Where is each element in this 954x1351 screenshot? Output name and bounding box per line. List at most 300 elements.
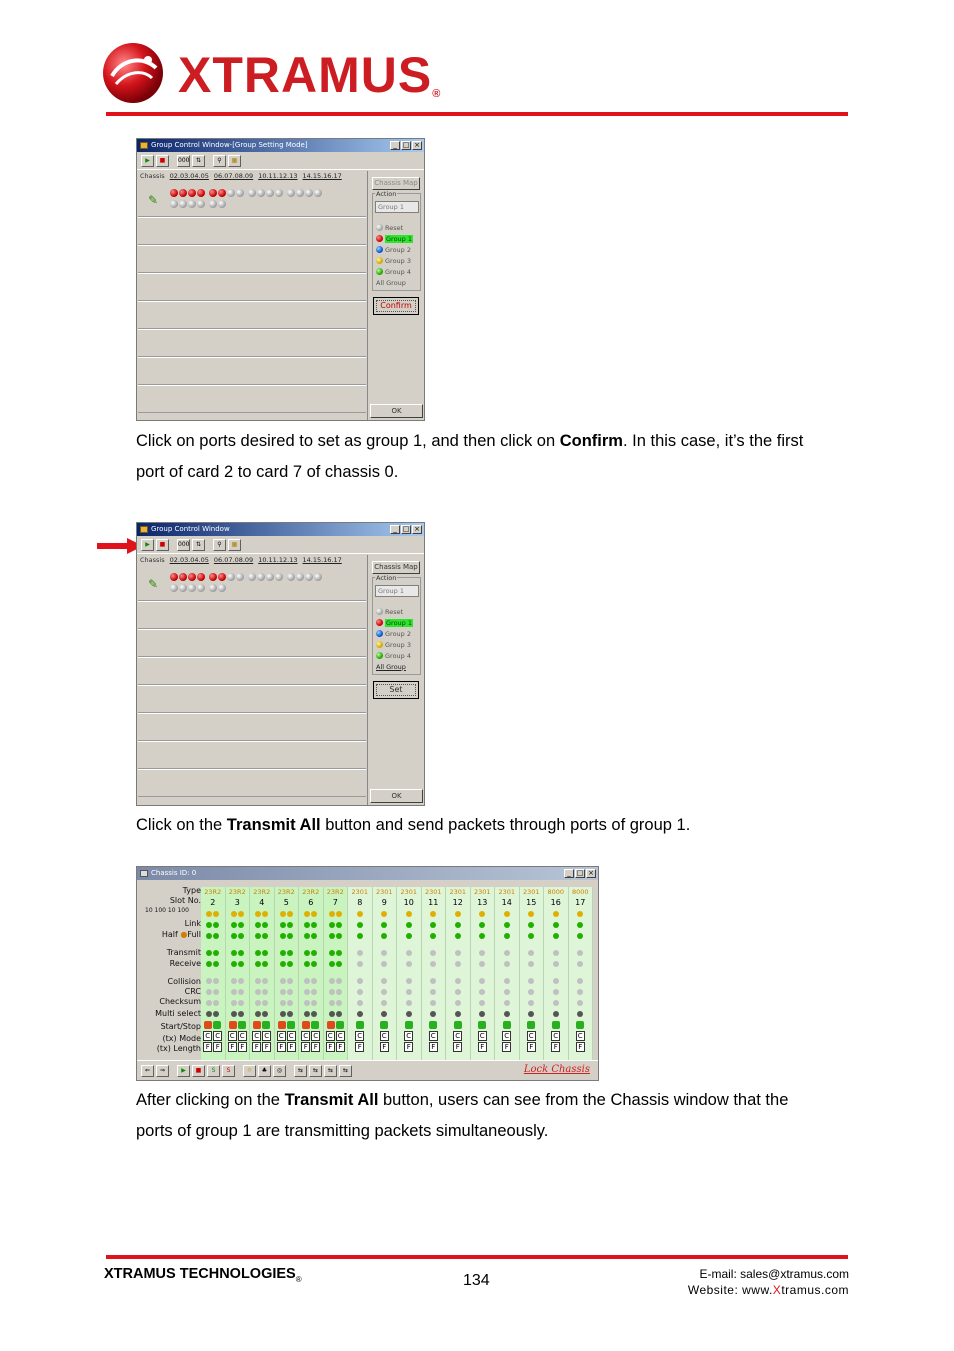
port-button[interactable] [188,189,196,197]
header-rule [106,112,848,116]
chassis-map-button[interactable]: Chassis Map [372,561,420,574]
speed-leds [553,908,559,919]
status-led [357,978,363,984]
capture-icon[interactable]: ▦ [228,155,241,167]
ok-button[interactable]: OK [370,404,423,418]
tx-mode-boxes [228,1030,247,1041]
tx-mode-boxes [380,1030,389,1041]
transmit-leds [479,947,485,958]
tx-mode-boxes [277,1030,296,1041]
set-button[interactable]: Set [373,681,419,699]
settings-icon[interactable]: ⇅ [192,539,205,551]
status-led [528,1000,534,1006]
forward-icon[interactable]: ⇒ [156,1065,169,1077]
start-stop-buttons [454,1019,462,1030]
edit-pencil-icon[interactable]: ✎ [148,577,159,591]
checksum-leds [504,997,510,1008]
counter-button[interactable]: 000 [177,155,190,167]
start-stop-button[interactable] [278,1021,286,1029]
status-led [577,978,583,984]
port-button[interactable] [296,573,304,581]
status-led [406,911,412,917]
chassis-ip-link[interactable]: 06.07.08.09 [213,556,254,564]
tx-length-box[interactable]: F [262,1042,271,1052]
group-option-2[interactable]: Group 2 [376,244,413,255]
lock-chassis-link[interactable]: Lock Chassis [523,1064,590,1075]
link-leds [553,919,559,930]
statistics-icon[interactable]: S [222,1065,235,1077]
start-stop-button[interactable] [429,1021,437,1029]
action-groupbox: Action Group 1 Reset Group 1 Group 2 Group 3 Group 4 All Group [372,193,421,291]
chassis-ip-link[interactable]: 10.11.12.13 [258,172,298,180]
tx-mode-box[interactable]: C [380,1031,389,1041]
chassis-ip-link[interactable]: 02.03.04.05 [169,556,209,564]
port-button[interactable] [287,573,295,581]
tx-mode-box[interactable]: C [326,1031,335,1041]
status-led [479,978,485,984]
tx-mode-box[interactable]: C [277,1031,286,1041]
tx-length-box[interactable]: F [228,1042,237,1052]
tx-length-box[interactable]: F [576,1042,585,1052]
chassis-ip-row: Chassis 02.03.04.05 06.07.08.09 10.11.12.13 14.15.16.17 [140,556,342,564]
status-led [479,1000,485,1006]
slot-number-label: 8 [357,898,363,907]
app-icon [140,870,148,877]
tx-length-box[interactable]: F [380,1042,389,1052]
collision-leds [406,975,412,986]
chassis-map-button[interactable]: Chassis Map [372,177,420,190]
config-icon[interactable]: ◎ [273,1065,286,1077]
status-led [238,978,244,984]
group-option-3[interactable]: Group 3 [376,255,413,266]
start-stop-button[interactable] [478,1021,486,1029]
port-button[interactable] [179,189,187,197]
back-icon[interactable]: ⇐ [141,1065,154,1077]
stop-all-button[interactable]: ■ [192,1065,205,1077]
tx-mode-box[interactable]: C [336,1031,345,1041]
transmit-label: Transmit [166,948,201,957]
slot-type-label: 23R2 [277,888,295,896]
duplex-leds [528,930,534,941]
status-led [381,1011,387,1017]
status-led [329,933,335,939]
port-button[interactable] [266,189,274,197]
start-stop-buttons [576,1019,584,1030]
maximize-button[interactable]: □ [402,141,410,149]
receive-leds [479,958,485,969]
light-icon[interactable]: ☼ [243,1065,256,1077]
status-led [213,911,219,917]
transmit-all-button[interactable]: ▶ [141,539,154,551]
tx-mode-box[interactable]: C [527,1031,536,1041]
status-led [455,933,461,939]
port-button[interactable] [227,573,235,581]
tx-length-box[interactable]: F [336,1042,345,1052]
status-led [357,933,363,939]
status-led [553,961,559,967]
status-led [329,978,335,984]
tx-mode-box[interactable]: C [203,1031,212,1041]
status-led [231,922,237,928]
port-button[interactable] [197,189,205,197]
start-stop-button[interactable] [380,1021,388,1029]
settings-icon[interactable]: ⇅ [192,155,205,167]
speed-leds [329,908,342,919]
port-button[interactable] [236,573,244,581]
port-button[interactable] [275,573,283,581]
users-icon[interactable]: ♣ [258,1065,271,1077]
multi-select-leds [280,1008,293,1019]
link-leds [381,919,387,930]
empty-slot [138,657,366,685]
collision-leds [206,975,219,986]
tx-length-box[interactable]: F [277,1042,286,1052]
link-leds [329,919,342,930]
port-button[interactable] [188,573,196,581]
tx-mode-box[interactable]: C [213,1031,222,1041]
receive-leds [231,958,244,969]
status-led [553,911,559,917]
status-led [280,922,286,928]
receive-leds [553,958,559,969]
tx-mode-box[interactable]: C [502,1031,511,1041]
transmit-leds [381,947,387,958]
status-led [553,989,559,995]
network-icon[interactable]: ⇆ [324,1065,337,1077]
minimize-button[interactable]: _ [564,869,574,878]
status-led [231,961,237,967]
network-icon[interactable]: ⇆ [339,1065,352,1077]
port-button[interactable] [179,573,187,581]
group-option-reset[interactable]: Reset [376,606,413,617]
tx-length-box[interactable]: F [551,1042,560,1052]
tx-length-box[interactable]: F [311,1042,320,1052]
tx-mode-box[interactable]: C [238,1031,247,1041]
port-button[interactable] [197,573,205,581]
tx-length-box[interactable]: F [287,1042,296,1052]
chassis-ip-link[interactable]: 06.07.08.09 [213,172,254,180]
start-stop-button[interactable] [287,1021,295,1029]
start-stop-button[interactable] [262,1021,270,1029]
port-button[interactable] [305,189,313,197]
link-leds [304,919,317,930]
status-led [329,922,335,928]
tx-length-boxes [502,1041,511,1052]
empty-slot [138,217,366,245]
tx-mode-box[interactable]: C [478,1031,487,1041]
status-led [238,961,244,967]
status-led [430,978,436,984]
status-led [329,911,335,917]
status-led [304,911,310,917]
start-stop-button[interactable] [503,1021,511,1029]
search-icon[interactable]: ⚲ [213,539,226,551]
search-icon[interactable]: ⚲ [213,155,226,167]
chassis-ip-link[interactable]: 14.15.16.17 [302,172,342,180]
stop-all-button[interactable]: ■ [156,539,169,551]
status-led [262,933,268,939]
tx-mode-box[interactable]: C [404,1031,413,1041]
port-button[interactable] [266,573,274,581]
chassis-slot-column [495,887,520,1061]
duplex-leds [553,930,559,941]
start-stop-button[interactable] [213,1021,221,1029]
status-led [381,933,387,939]
port-button[interactable] [218,573,226,581]
tx-mode-box[interactable]: C [576,1031,585,1041]
tx-mode-boxes [326,1030,345,1041]
network-icon[interactable]: ⇆ [309,1065,322,1077]
tx-length-boxes [380,1041,389,1052]
tx-mode-boxes [301,1030,320,1041]
maximize-button[interactable]: □ [576,869,584,877]
tx-mode-box[interactable]: C [252,1031,261,1041]
empty-slot [138,301,366,329]
receive-leds [206,958,219,969]
tx-length-box[interactable]: F [429,1042,438,1052]
tx-length-boxes [277,1041,296,1052]
start-stop-button[interactable] [576,1021,584,1029]
slot-type-label: 2301 [351,888,369,896]
start-stop-button[interactable] [253,1021,261,1029]
speed-leds [280,908,293,919]
empty-slot [138,329,366,357]
chassis-slot-column [397,887,422,1061]
crc-leds [504,986,510,997]
maximize-button[interactable]: □ [402,525,410,533]
status-led [406,978,412,984]
duplex-leds [504,930,510,941]
group-option-4[interactable]: Group 4 [376,266,413,277]
status-led [231,911,237,917]
status-led [213,961,219,967]
speed-leds [206,908,219,919]
crc-leds [577,986,583,997]
port-button[interactable] [305,573,313,581]
status-led [479,950,485,956]
tx-mode-box[interactable]: C [355,1031,364,1041]
tx-length-label: (tx) Length [156,1044,201,1053]
tx-length-box[interactable]: F [527,1042,536,1052]
crc-leds [455,986,461,997]
status-led [206,911,212,917]
group-select[interactable]: Group 1 [375,201,419,213]
tx-mode-box[interactable]: C [429,1031,438,1041]
footer-website: Website: www.Xtramus.com [687,1283,849,1297]
tx-length-box[interactable]: F [453,1042,462,1052]
group-select[interactable]: Group 1 [375,585,419,597]
receive-leds [430,958,436,969]
transmit-leds [577,947,583,958]
status-led [206,933,212,939]
port-button[interactable] [218,189,226,197]
tx-length-box[interactable]: F [478,1042,487,1052]
collision-leds [553,975,559,986]
status-led [381,978,387,984]
transmit-all-button[interactable]: ▶ [177,1065,190,1077]
empty-slot [138,741,366,769]
chassis-slot-column [471,887,496,1061]
port-button[interactable] [209,573,217,581]
port-button[interactable] [275,189,283,197]
tx-length-boxes [228,1041,247,1052]
port-button[interactable] [296,189,304,197]
close-button[interactable]: × [412,525,422,534]
status-led [430,933,436,939]
slot-list [138,183,366,419]
all-group-option[interactable]: All Group [376,662,406,671]
stop-all-button[interactable]: ■ [156,155,169,167]
status-led [231,933,237,939]
port-button[interactable] [227,189,235,197]
status-led [528,978,534,984]
step-icon[interactable]: S [207,1065,220,1077]
start-stop-button[interactable] [356,1021,364,1029]
collision-leds [357,975,363,986]
tx-length-box[interactable]: F [404,1042,413,1052]
tx-mode-box[interactable]: C [311,1031,320,1041]
slot-type-label: 8000 [571,888,589,896]
confirm-button[interactable]: Confirm [373,297,419,315]
minimize-button[interactable]: _ [390,141,400,150]
slot-type-label: 23R2 [326,888,344,896]
minimize-button[interactable]: _ [390,525,400,534]
start-stop-buttons [278,1019,295,1030]
tx-mode-box[interactable]: C [262,1031,271,1041]
status-led [430,950,436,956]
slot-type-label: 23R2 [228,888,246,896]
start-stop-button[interactable] [302,1021,310,1029]
chassis-ip-link[interactable]: 10.11.12.13 [258,556,298,564]
tx-mode-boxes [576,1030,585,1041]
chassis-ip-link[interactable]: 02.03.04.05 [169,172,209,180]
port-button[interactable] [170,573,178,581]
status-led [311,978,317,984]
status-led [304,989,310,995]
edit-pencil-icon[interactable]: ✎ [148,193,159,207]
speed-leds [406,908,412,919]
start-stop-button[interactable] [229,1021,237,1029]
tx-mode-box[interactable]: C [228,1031,237,1041]
empty-slot [138,385,366,413]
group-option-1[interactable]: Group 1 [376,617,413,628]
start-stop-button[interactable] [552,1021,560,1029]
close-button[interactable]: × [586,869,596,878]
transmit-leds [231,947,244,958]
page-number: 134 [463,1272,490,1289]
status-led [357,961,363,967]
start-stop-button[interactable] [527,1021,535,1029]
port-row [138,567,366,601]
checksum-leds [280,997,293,1008]
port-button[interactable] [314,573,322,581]
tx-length-box[interactable]: F [203,1042,212,1052]
capture-icon[interactable]: ▦ [228,539,241,551]
start-stop-button[interactable] [311,1021,319,1029]
tx-length-box[interactable]: F [502,1042,511,1052]
transmit-leds [406,947,412,958]
start-stop-button[interactable] [454,1021,462,1029]
status-led [287,911,293,917]
start-stop-button[interactable] [336,1021,344,1029]
port-button[interactable] [209,189,217,197]
transmit-leds [304,947,317,958]
speed-leds [381,908,387,919]
transmit-leds [553,947,559,958]
tx-length-box[interactable]: F [213,1042,222,1052]
group-option-4[interactable]: Group 4 [376,650,413,661]
group-option-reset[interactable]: Reset [376,222,413,233]
tx-mode-box[interactable]: C [301,1031,310,1041]
tx-length-box[interactable]: F [252,1042,261,1052]
start-stop-buttons [380,1019,388,1030]
counter-button[interactable]: 000 [177,539,190,551]
status-led [553,978,559,984]
tx-mode-box[interactable]: C [551,1031,560,1041]
port-button[interactable] [170,189,178,197]
status-led [238,1000,244,1006]
speed-leds [357,908,363,919]
start-stop-button[interactable] [238,1021,246,1029]
status-led [357,922,363,928]
status-led [262,989,268,995]
status-led [238,911,244,917]
link-leds [430,919,436,930]
link-leds [255,919,268,930]
slot-number-label: 17 [575,898,586,907]
start-stop-button[interactable] [327,1021,335,1029]
transmit-all-button[interactable]: ▶ [141,155,154,167]
receive-leds [255,958,268,969]
port-button[interactable] [248,573,256,581]
duplex-leds [231,930,244,941]
port-button[interactable] [236,189,244,197]
start-stop-button[interactable] [204,1021,212,1029]
collision-leds [430,975,436,986]
port-button[interactable] [287,189,295,197]
start-stop-button[interactable] [405,1021,413,1029]
slot-label: Slot No. [169,896,201,905]
port-button[interactable] [257,189,265,197]
tx-mode-box[interactable]: C [287,1031,296,1041]
ok-button[interactable]: OK [370,789,423,803]
port-button[interactable] [248,189,256,197]
tx-mode-box[interactable]: C [453,1031,462,1041]
status-led [262,911,268,917]
tx-length-box[interactable]: F [326,1042,335,1052]
tx-length-box[interactable]: F [301,1042,310,1052]
status-led [577,950,583,956]
port-button[interactable] [314,189,322,197]
status-led [479,922,485,928]
group-option-2[interactable]: Group 2 [376,628,413,639]
group-option-3[interactable]: Group 3 [376,639,413,650]
group-option-1[interactable]: Group 1 [376,233,413,244]
tx-length-box[interactable]: F [355,1042,364,1052]
status-led [406,1011,412,1017]
chassis-slot-column [422,887,447,1061]
port-button[interactable] [257,573,265,581]
network-icon[interactable]: ⇆ [294,1065,307,1077]
checksum-leds [231,997,244,1008]
crc-leds [381,986,387,997]
tx-length-box[interactable]: F [238,1042,247,1052]
all-group-option[interactable]: All Group [376,278,406,287]
close-button[interactable]: × [412,141,422,150]
chassis-ip-row: Chassis 02.03.04.05 06.07.08.09 10.11.12.13 14.15.16.17 [140,172,342,180]
chassis-ip-link[interactable]: 14.15.16.17 [302,556,342,564]
checksum-leds [577,997,583,1008]
